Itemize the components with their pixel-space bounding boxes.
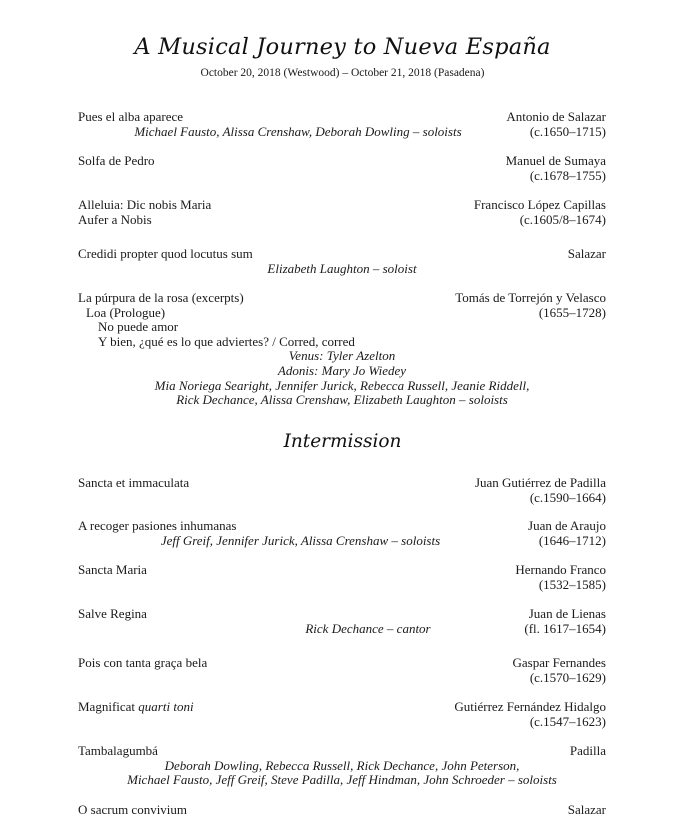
soloists: Rick Dechance, Alissa Crenshaw, Elizabeth Laughton – soloists	[176, 392, 508, 408]
movement: No puede amor	[98, 319, 179, 335]
composer: Salazar	[567, 246, 606, 261]
composer: Salazar	[567, 802, 606, 817]
role: Adonis: Mary Jo Wiedey	[277, 362, 407, 378]
piece-title: Pues el alba aparece	[78, 109, 184, 124]
piece-title	[78, 700, 194, 715]
composer: Gaspar Fernandes	[512, 655, 606, 670]
program-title: A Musical Journey to Nueva España	[134, 34, 551, 60]
program-entry	[78, 744, 606, 788]
piece-title: Solfa de Pedro	[78, 153, 155, 168]
program-entry	[78, 700, 606, 729]
performance-dates: October 20, 2018 (Westwood) – October 21, 2018 (Pasadena)	[200, 67, 485, 79]
composer-dates: (1532–1585)	[538, 576, 606, 592]
composer: Padilla	[569, 743, 606, 758]
composer-dates: (c.1678–1755)	[529, 167, 606, 183]
composer: Juan Gutiérrez de Padilla	[474, 475, 606, 490]
program-entry	[78, 291, 606, 408]
program-entry	[78, 607, 606, 636]
movement: Y bien, ¿qué es lo que adviertes? / Corred, corred	[98, 333, 355, 349]
program-entry	[78, 110, 606, 139]
piece-title: Tambalagumbá	[78, 743, 158, 758]
soloists: Michael Fausto, Alissa Crenshaw, Deborah Dowling – soloists	[134, 123, 462, 139]
composer: Gutiérrez Fernández Hidalgo	[454, 699, 606, 714]
composer: Juan de Araujo	[528, 518, 606, 533]
program-entry	[78, 247, 606, 276]
program-entry	[78, 656, 606, 685]
piece-title-2: Aufer a Nobis	[78, 211, 152, 227]
composer: Tomás de Torrejón y Velasco	[455, 290, 606, 305]
program-entry	[78, 563, 606, 592]
role: Venus: Tyler Azelton	[288, 348, 396, 364]
piece-title-main: Magnificat	[78, 699, 136, 714]
composer: Hernando Franco	[515, 562, 606, 577]
composer-dates: (c.1650–1715)	[529, 123, 606, 139]
composer-dates: (1646–1712)	[538, 532, 606, 548]
piece-title: O sacrum convivium	[78, 802, 188, 817]
composer-dates: (1655–1728)	[538, 304, 606, 320]
soloists: Michael Fausto, Jeff Greif, Steve Padilla, Jeff Hindman, John Schroeder – soloists	[127, 772, 557, 788]
program-entry	[78, 198, 606, 227]
program-entry	[78, 154, 606, 183]
composer: Antonio de Salazar	[506, 109, 606, 124]
piece-title: Salve Regina	[78, 606, 147, 621]
program-entry	[78, 803, 606, 818]
composer-dates: (c.1590–1664)	[529, 489, 606, 505]
composer: Juan de Lienas	[528, 606, 606, 621]
program-entry	[78, 519, 606, 548]
intermission-heading: Intermission	[283, 431, 402, 452]
soloists: Elizabeth Laughton – soloist	[267, 260, 417, 276]
soloists: Jeff Greif, Jennifer Jurick, Alissa Crenshaw – soloists	[160, 532, 441, 548]
piece-title: La púrpura de la rosa (excerpts)	[78, 290, 244, 305]
piece-title: Alleluia: Dic nobis Maria	[78, 197, 212, 212]
composer: Francisco López Capillas	[473, 197, 606, 212]
composer: Manuel de Sumaya	[505, 153, 606, 168]
composer-dates: (c.1605/8–1674)	[519, 211, 606, 227]
composer-dates: (c.1570–1629)	[529, 669, 606, 685]
program-entry	[78, 476, 606, 505]
composer-dates: (c.1547–1623)	[529, 713, 606, 729]
soloists: Mia Noriega Searight, Jennifer Jurick, Rebecca Russell, Jeanie Riddell,	[154, 377, 530, 393]
piece-title: Credidi propter quod locutus sum	[78, 246, 253, 261]
cantor: Rick Dechance – cantor	[305, 620, 431, 636]
soloists: Deborah Dowling, Rebecca Russell, Rick Dechance, John Peterson,	[164, 757, 520, 773]
piece-title: A recoger pasiones inhumanas	[78, 518, 237, 533]
composer-dates: (fl. 1617–1654)	[524, 620, 606, 636]
movement: Loa (Prologue)	[86, 304, 166, 320]
piece-title: Sancta et immaculata	[78, 475, 190, 490]
piece-title: Sancta Maria	[78, 562, 147, 577]
piece-title-italic: quarti toni	[138, 699, 194, 714]
piece-title: Pois con tanta graça bela	[78, 655, 208, 670]
